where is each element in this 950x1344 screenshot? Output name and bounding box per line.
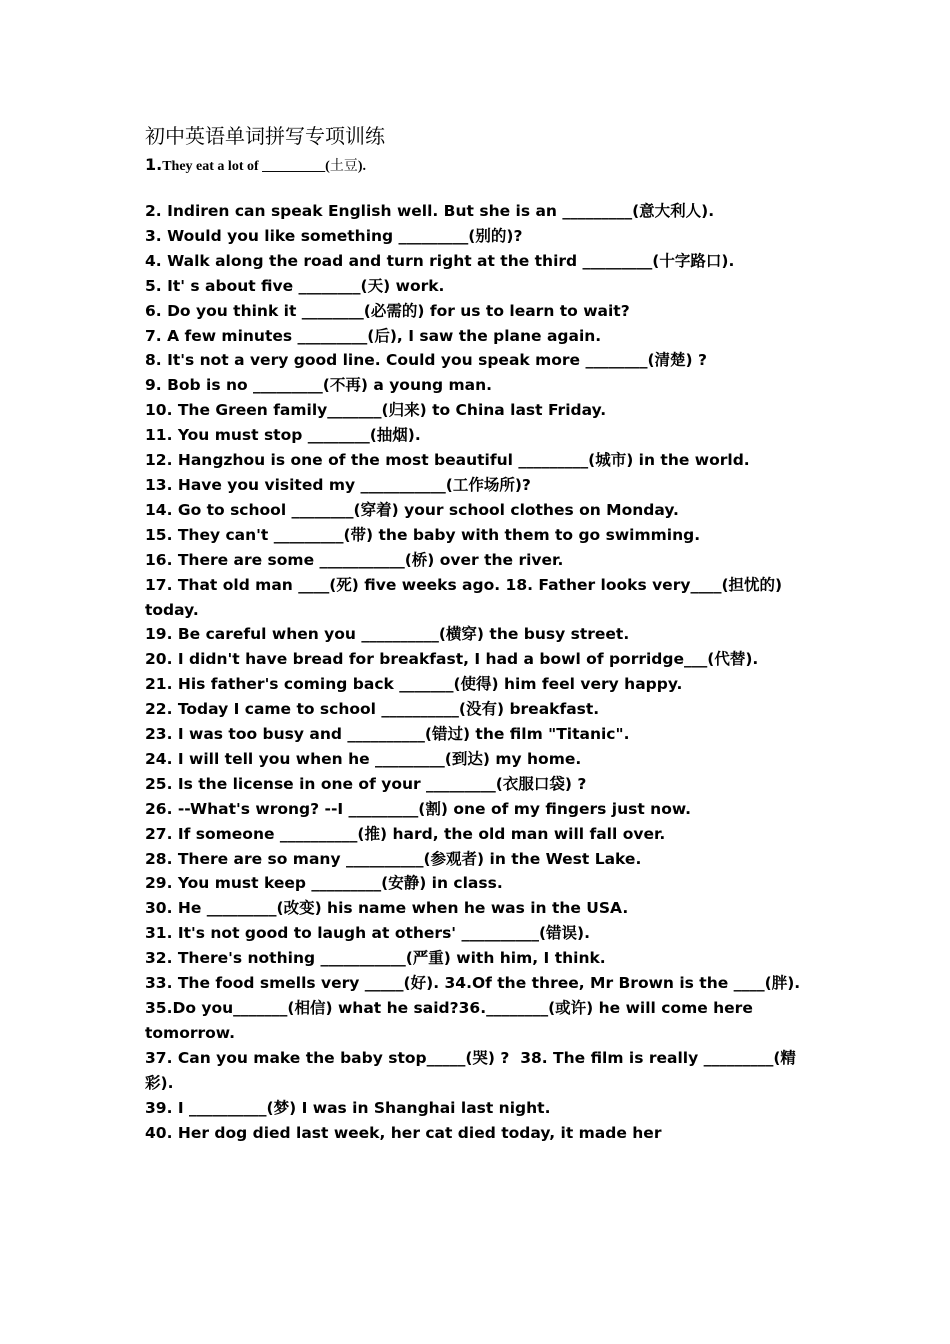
question-line: 5. It' s about five ________(天) work. <box>145 276 445 295</box>
question-line: 6. Do you think it ________(必需的) for us to learn to wait? <box>145 301 630 320</box>
question-line: 3. Would you like something _________(别的)? <box>145 226 523 245</box>
question-line: 12. Hangzhou is one of the most beautiful _________(城市) in the world. <box>145 451 750 470</box>
question-line: 9. Bob is no _________(不再) a young man. <box>145 376 493 395</box>
question-line: 2. Indiren can speak English well. But she is an _________(意大利人). <box>145 202 715 220</box>
question-line: 24. I will tell you when he _________(到达) my home. <box>145 749 582 768</box>
question-1-text: They eat a lot of _________( <box>162 159 330 174</box>
question-line: 28. There are so many __________(参观者) in the West Lake. <box>145 849 642 868</box>
question-1-hint: 土豆 <box>329 158 358 174</box>
question-line: 29. You must keep _________(安静) in class. <box>145 874 503 893</box>
question-line: 15. They can't _________(带) the baby with them to go swimming. <box>145 525 701 544</box>
question-line: 23. I was too busy and __________(错过) the film "Titanic". <box>145 725 630 744</box>
worksheet-page <box>145 122 815 1145</box>
question-1 <box>145 154 815 178</box>
question-line: 17. That old man ____(死) five weeks ago. 18. Father looks very____(担忧的) today. <box>145 575 788 619</box>
question-line: 13. Have you visited my ___________(工作场所)? <box>145 475 531 494</box>
question-line: 27. If someone __________(推) hard, the old man will fall over. <box>145 824 666 843</box>
question-list <box>145 199 815 1145</box>
question-line: 39. I __________(梦) I was in Shanghai last night. <box>145 1098 551 1117</box>
question-line: 22. Today I came to school __________(没有) breakfast. <box>145 700 600 719</box>
question-line: 32. There's nothing ___________(严重) with him, I think. <box>145 949 606 968</box>
worksheet-title: 初中英语单词拼写专项训练 <box>145 124 385 148</box>
question-line: 7. A few minutes _________(后), I saw the plane again. <box>145 326 602 345</box>
question-line: 25. Is the license in one of your _________(衣服口袋) ? <box>145 774 587 793</box>
question-line: 10. The Green family_______(归来) to China last Friday. <box>145 401 607 420</box>
question-line: 4. Walk along the road and turn right at the third _________(十字路口). <box>145 251 735 270</box>
question-1-end: ). <box>357 159 366 174</box>
question-line: 31. It's not good to laugh at others' __________(错误). <box>145 924 590 943</box>
question-line: 20. I didn't have bread for breakfast, I had a bowl of porridge___(代替). <box>145 650 759 669</box>
question-line: 16. There are some ___________(桥) over the river. <box>145 550 564 569</box>
question-line: 33. The food smells very _____(好). 34.Of the three, Mr Brown is the ____(胖). <box>145 974 801 993</box>
question-line: 40. Her dog died last week, her cat died today, it made her <box>145 1123 662 1142</box>
question-line: 35.Do you_______(相信) what he said?36.________(或许) he will come here tomorrow. <box>145 999 759 1042</box>
question-line: 30. He _________(改变) his name when he was in the USA. <box>145 899 629 918</box>
question-line: 37. Can you make the baby stop_____(哭) ? 38. The film is really _________(精彩). <box>145 1048 796 1092</box>
question-line: 26. --What's wrong? --I _________(割) one of my fingers just now. <box>145 799 692 818</box>
question-line: 8. It's not a very good line. Could you speak more ________(清楚) ? <box>145 351 708 370</box>
question-line: 19. Be careful when you __________(横穿) the busy street. <box>145 625 630 644</box>
question-line: 14. Go to school ________(穿着) your school clothes on Monday. <box>145 500 679 519</box>
question-line: 11. You must stop ________(抽烟). <box>145 426 421 445</box>
question-1-number: 1. <box>145 155 163 174</box>
question-line: 21. His father's coming back _______(使得) him feel very happy. <box>145 675 683 694</box>
